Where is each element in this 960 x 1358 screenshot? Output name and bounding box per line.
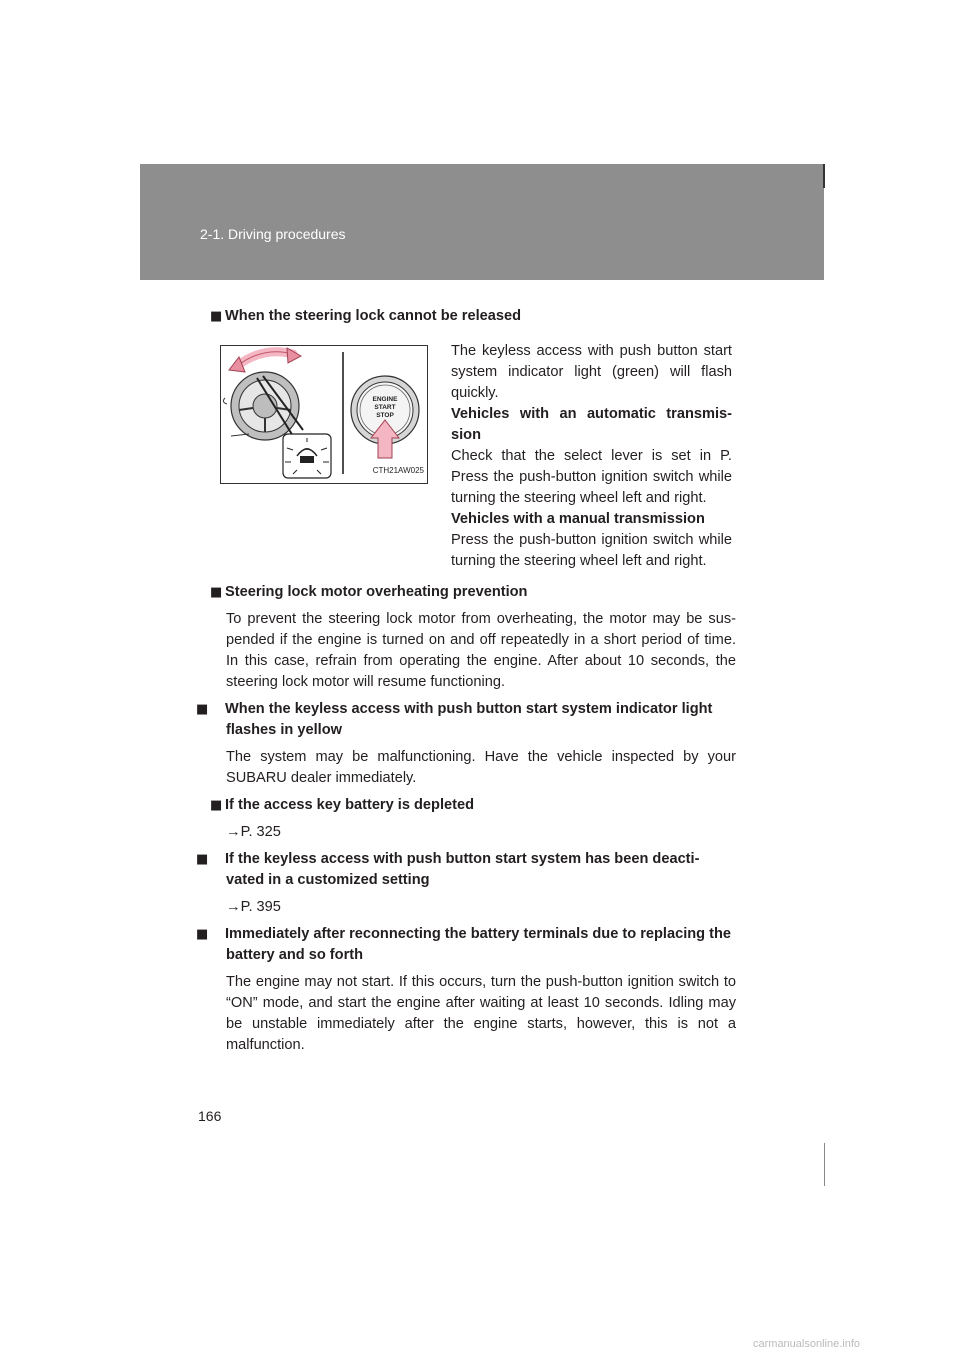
page-reference-395[interactable]: →P. 395 (226, 899, 281, 915)
watermark: carmanualsonline.info (753, 1338, 861, 1350)
header-band (140, 164, 824, 280)
edge-mark (824, 1143, 825, 1186)
steering-illustration (220, 345, 428, 484)
bullet-square-icon: ■ (210, 585, 223, 600)
heading-deactivated: ■ If the keyless access with push button start system has been deacti-vated in a customized setting (196, 851, 700, 888)
paragraph-indicator: The keyless access with push button start system indicator light (green) will flash quickly. (451, 343, 732, 401)
heading-steering-lock: ■ When the steering lock cannot be released (212, 306, 736, 327)
figure-code: CTH21AW025 (372, 466, 424, 475)
heading-battery: ■ If the access key battery is depleted (212, 795, 736, 816)
paragraph-yellow-light: The system may be malfunctioning. Have the vehicle inspected by your SUBARU dealer immediately. (226, 749, 736, 786)
page-reference-325[interactable]: →P. 325 (226, 824, 281, 840)
bullet-square-icon: ■ (196, 927, 209, 942)
figure-row (212, 341, 736, 572)
page-number: 166 (198, 1108, 222, 1124)
paragraph-overheating: To prevent the steering lock motor from overheating, the motor may be sus-pended if the engine is turned on and off repeatedly in a short period of time. In this case, refrain from operating the engine. After about 10 seconds, the steering lock motor will resume functioning. (226, 611, 736, 690)
heading-yellow-light: ■ When the keyless access with push button start system indicator light flashes in yellow (196, 701, 713, 738)
subheading-manual: Vehicles with a manual transmission (451, 511, 705, 527)
bullet-square-icon: ■ (210, 309, 223, 324)
heading-overheating: ■ Steering lock motor overheating prevention (212, 582, 736, 603)
button-label-2: START (374, 404, 396, 411)
content (196, 306, 736, 1056)
bullet-square-icon: ■ (210, 798, 223, 813)
subheading-automatic: Vehicles with an automatic transmis-sion (451, 406, 732, 443)
section-title: 2-1. Driving procedures (200, 226, 346, 242)
bullet-square-icon: ■ (196, 702, 209, 717)
paragraph-automatic: Check that the select lever is set in P. Press the push-button ignition switch while turning the steering wheel left and right. (451, 448, 732, 506)
side-text (451, 341, 732, 572)
paragraph-manual: Press the push-button ignition switch while turning the steering wheel left and right. (451, 532, 732, 569)
corner-mark (823, 164, 825, 188)
button-label-3: STOP (376, 412, 394, 419)
heading-reconnecting: ■ Immediately after reconnecting the battery terminals due to replacing the battery and so forth (196, 926, 732, 963)
button-label-1: ENGINE (372, 396, 398, 403)
bullet-square-icon: ■ (196, 852, 209, 867)
paragraph-reconnecting: The engine may not start. If this occurs, turn the push-button ignition switch to “ON” mode, and start the engine after waiting at least 10 seconds. Idling may be unstable immediately after the engine starts, however, this is not a malfunction. (226, 974, 736, 1053)
